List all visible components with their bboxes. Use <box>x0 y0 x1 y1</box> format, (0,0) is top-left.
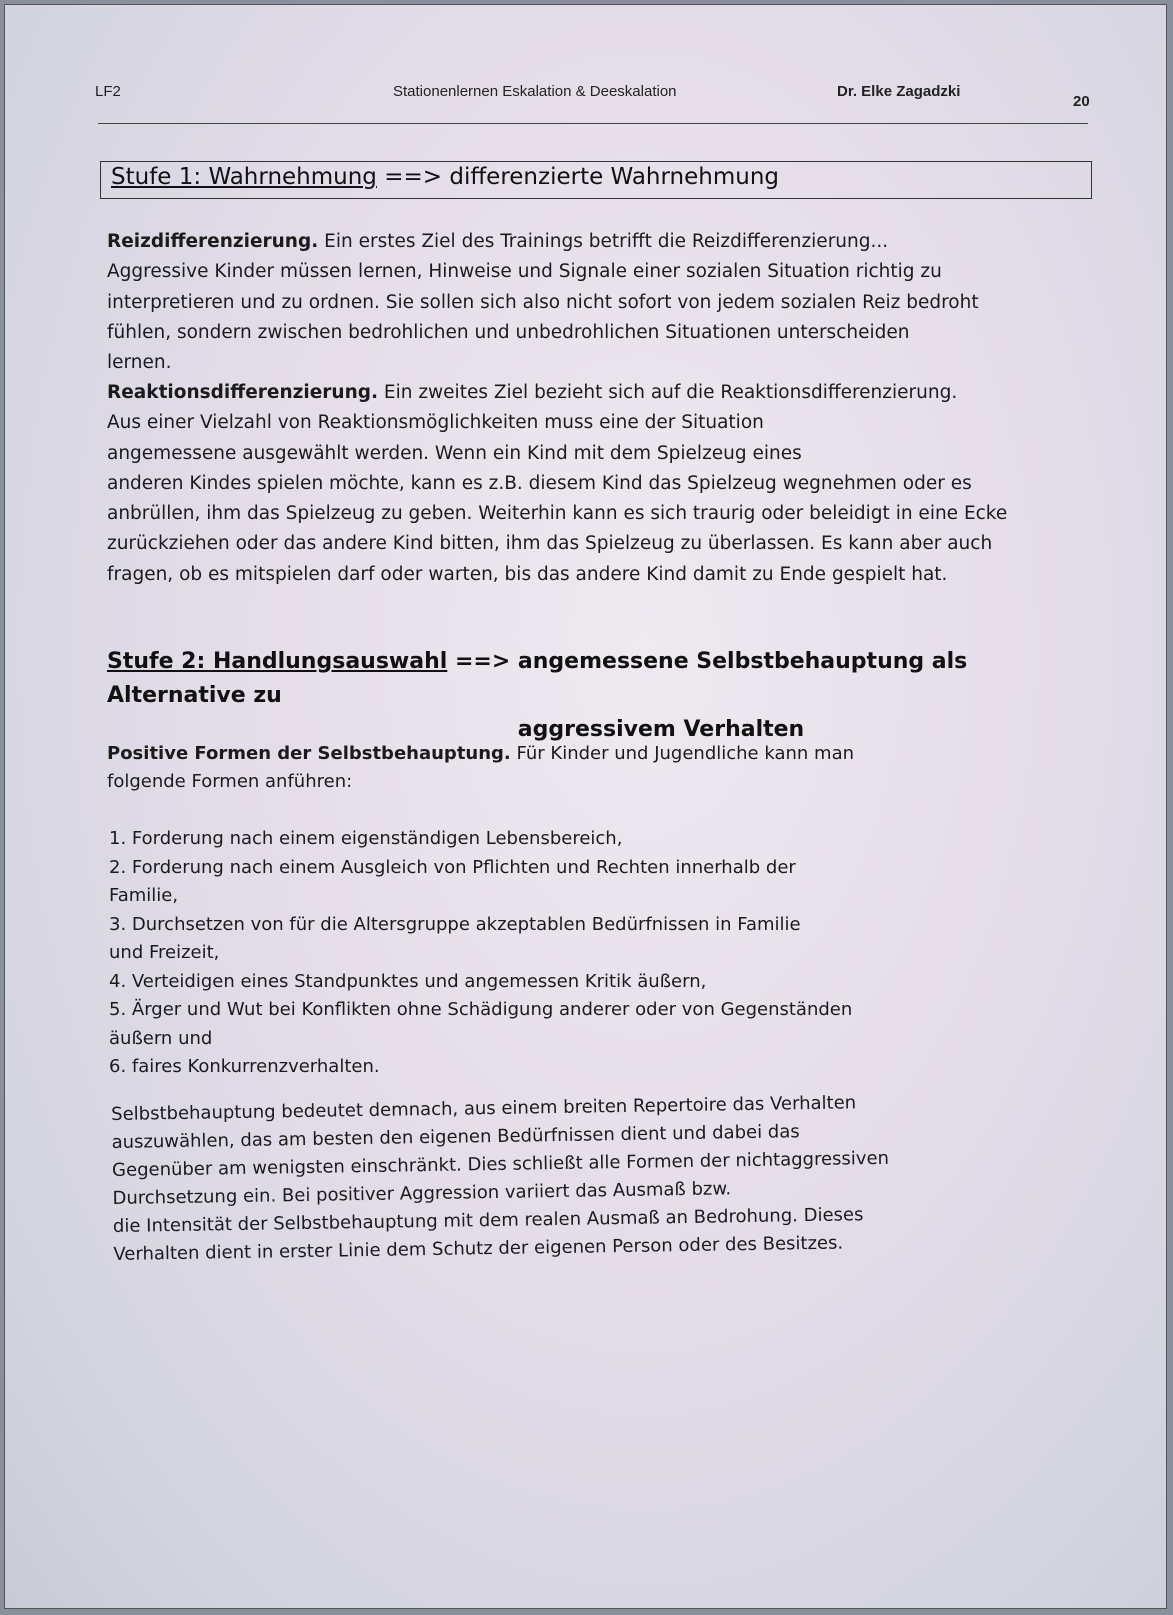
list-item: 4. Verteidigen eines Standpunktes und angemessen Kritik äußern, <box>109 970 707 992</box>
selbstbehauptung-list <box>109 825 929 1082</box>
list-item: 2. Forderung nach einem Ausgleich von Pflichten und Rechten innerhalb der Familie, <box>109 856 796 906</box>
page-number: 20 <box>1073 93 1090 110</box>
reiz-text: Ein erstes Ziel des Trainings betrifft die Reizdifferenzierung... Aggressive Kinder müssen lernen, Hinweise und Signale einer sozialen Situation richtig zu interpretieren und zu ordnen. Sie sollen sich also nicht sofort von jedem sozialen Reiz bedroht fühlen, sondern zwischen bedrohlichen und unbedrohlichen Situationen unterscheiden lernen. <box>107 231 979 374</box>
reaktionsdifferenzierung-paragraph <box>107 378 1067 590</box>
stufe1-heading-box <box>100 161 1092 199</box>
list-item: 6. faires Konkurrenzverhalten. <box>109 1056 380 1077</box>
list-item: 5. Ärger und Wut bei Konflikten ohne Schädigung anderer oder von Gegenständen äußern und <box>109 999 853 1049</box>
header-course: LF2 <box>95 83 121 100</box>
list-item: 1. Forderung nach einem eigenständigen Lebensbereich, <box>109 828 623 849</box>
header-divider <box>98 123 1088 124</box>
stufe1-arrow: ==> <box>376 164 450 190</box>
reiz-term: Reizdifferenzierung. <box>107 231 319 252</box>
stufe1-goal: differenzierte Wahrnehmung <box>449 164 780 190</box>
document-page <box>4 4 1167 1609</box>
positive-term: Positive Formen der Selbstbehauptung. <box>107 743 511 764</box>
positive-text: Für Kinder und Jugendliche kann man folgende Formen anführen: <box>107 743 855 792</box>
stufe2-goal-line2: aggressivem Verhalten <box>517 717 805 742</box>
reizdifferenzierung-paragraph <box>107 227 1067 378</box>
header-author: Dr. Elke Zagadzki <box>837 83 961 100</box>
stufe1-label: Stufe 1: Wahrnehmung <box>111 164 377 190</box>
stufe2-label: Stufe 2: Handlungsauswahl <box>107 649 448 674</box>
positive-formen-paragraph <box>107 740 1067 796</box>
list-item: 3. Durchsetzen von für die Altersgruppe akzeptablen Bedürfnissen in Familie und Freizeit, <box>109 913 801 963</box>
stufe2-goal-line1: angemessene Selbstbehauptung als Alternative zu <box>107 649 968 708</box>
stufe2-heading <box>107 645 1087 747</box>
reaktion-text: Ein zweites Ziel bezieht sich auf die Reaktionsdifferenzierung. Aus einer Vielzahl von Reaktionsmöglichkeiten muss eine der Situation angemessene ausgewählt werden. Wenn ein Kind mit dem Spielzeug eines anderen Kindes spielen möchte, kann es z.B. diesem Kind das Spielzeug wegnehmen oder es anbrüllen, ihm das Spielzeug zu geben. Weiterhin kann es sich traurig oder beleidigt in eine Ecke zurückziehen oder das andere Kind bitten, ihm das Spielzeug zu überlassen. Es kann aber auch fragen, ob es mitspielen darf oder warten, bis das andere Kind damit zu Ende gespielt hat. <box>107 382 1008 585</box>
conclusion-paragraph: Selbstbehauptung bedeutet demnach, aus einem breiten Repertoire das Verhalten auszuwählen, das am besten den eigenen Bedürfnissen dient und dabei das Gegenüber am wenigsten einschränkt. Dies schließt alle Formen der nichtaggressiven Durchsetzung ein. Bei positiver Aggression variiert das Ausmaß bzw. die Intensität der Selbstbehauptung mit dem realen Ausmaß an Bedrohung. Dieses Verhalten dient in erster Linie dem Schutz der eigenen Person oder des Besitzes. <box>111 1092 890 1265</box>
header-title: Stationenlernen Eskalation & Deeskalation <box>393 83 677 100</box>
stufe2-arrow: ==> <box>447 649 518 674</box>
reaktion-term: Reaktionsdifferenzierung. <box>107 382 379 403</box>
